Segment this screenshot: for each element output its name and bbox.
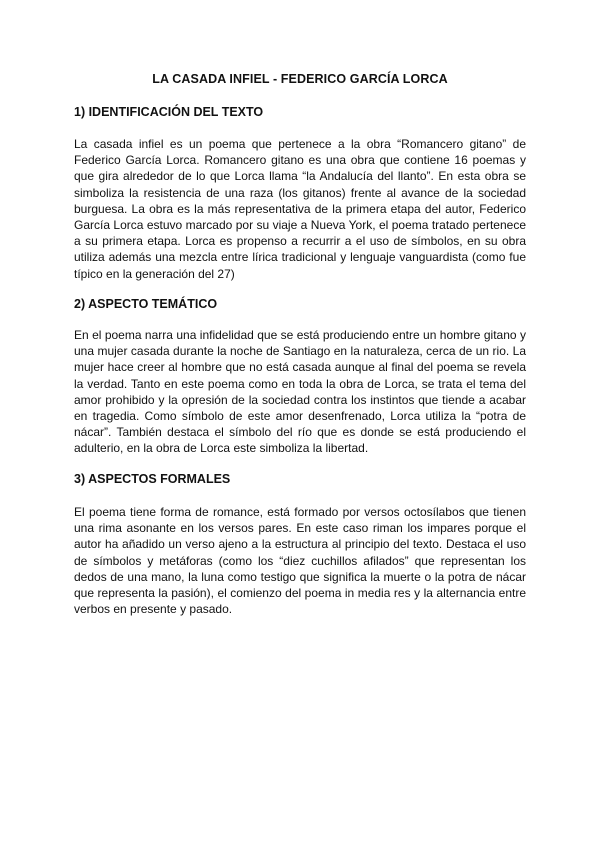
section-paragraph-identificacion: La casada infiel es un poema que pertenece a la obra “Romancero gitano” de Federico García Lorca. Romancero gitano es una obra que contiene 16 poemas y que gira alrededor de lo que Lorca llama “la Andalucía del llanto”. En esta obra se simboliza la resistencia de una raza (los gitanos) frente al avance de la sociedad burguesa. La obra es la más representativa de la primera etapa del autor, Federico García Lorca estuvo marcado por su viaje a Nueva York, el poema tratado pertenece a su primera etapa. Lorca es propenso a recurrir a el uso de símbolos, en su obra utiliza además una mezcla entre lírica tradicional y lenguaje vanguardista (como fue típico en la generación del 27) [74,137,526,281]
section-heading-aspecto-tematico: 2) ASPECTO TEMÁTICO [74,297,218,311]
section-paragraph-aspectos-formales: El poema tiene forma de romance, está formado por versos octosílabos que tienen una rima asonante en los versos pares. En este caso riman los impares porque el autor ha añadido un verso ajeno a la estructura al principio del texto. Destaca el uso de símbolos y metáforas (como los “diez cuchillos afilados” que representan los dedos de una mano, la luna como testigo que significa la muerte o la potra de nácar que representa la pasión), el comienzo del poema in media res y la alternancia entre verbos en presente y pasado. [74,505,526,617]
document-title: LA CASADA INFIEL - FEDERICO GARCÍA LORCA [152,72,448,86]
section-paragraph-aspecto-tematico: En el poema narra una infidelidad que se está produciendo entre un hombre gitano y una mujer casada durante la noche de Santiago en la naturaleza, cerca de un rio. La mujer hace creer al hombre que no está casada aunque al final del poema se revela la verdad. Tanto en este poema como en toda la obra de Lorca, se trata el tema del amor prohibido y la opresión de la sociedad contra los instintos que tiende a acabar en tragedia. Como símbolo de este amor desenfrenado, Lorca utiliza la “potra de nácar”. También destaca el símbolo del río que es donde se está produciendo el adulterio, en la obra de Lorca este simboliza la libertad. [74,328,526,456]
section-heading-aspectos-formales: 3) ASPECTOS FORMALES [74,472,231,486]
section-heading-identificacion: 1) IDENTIFICACIÓN DEL TEXTO [74,105,264,119]
